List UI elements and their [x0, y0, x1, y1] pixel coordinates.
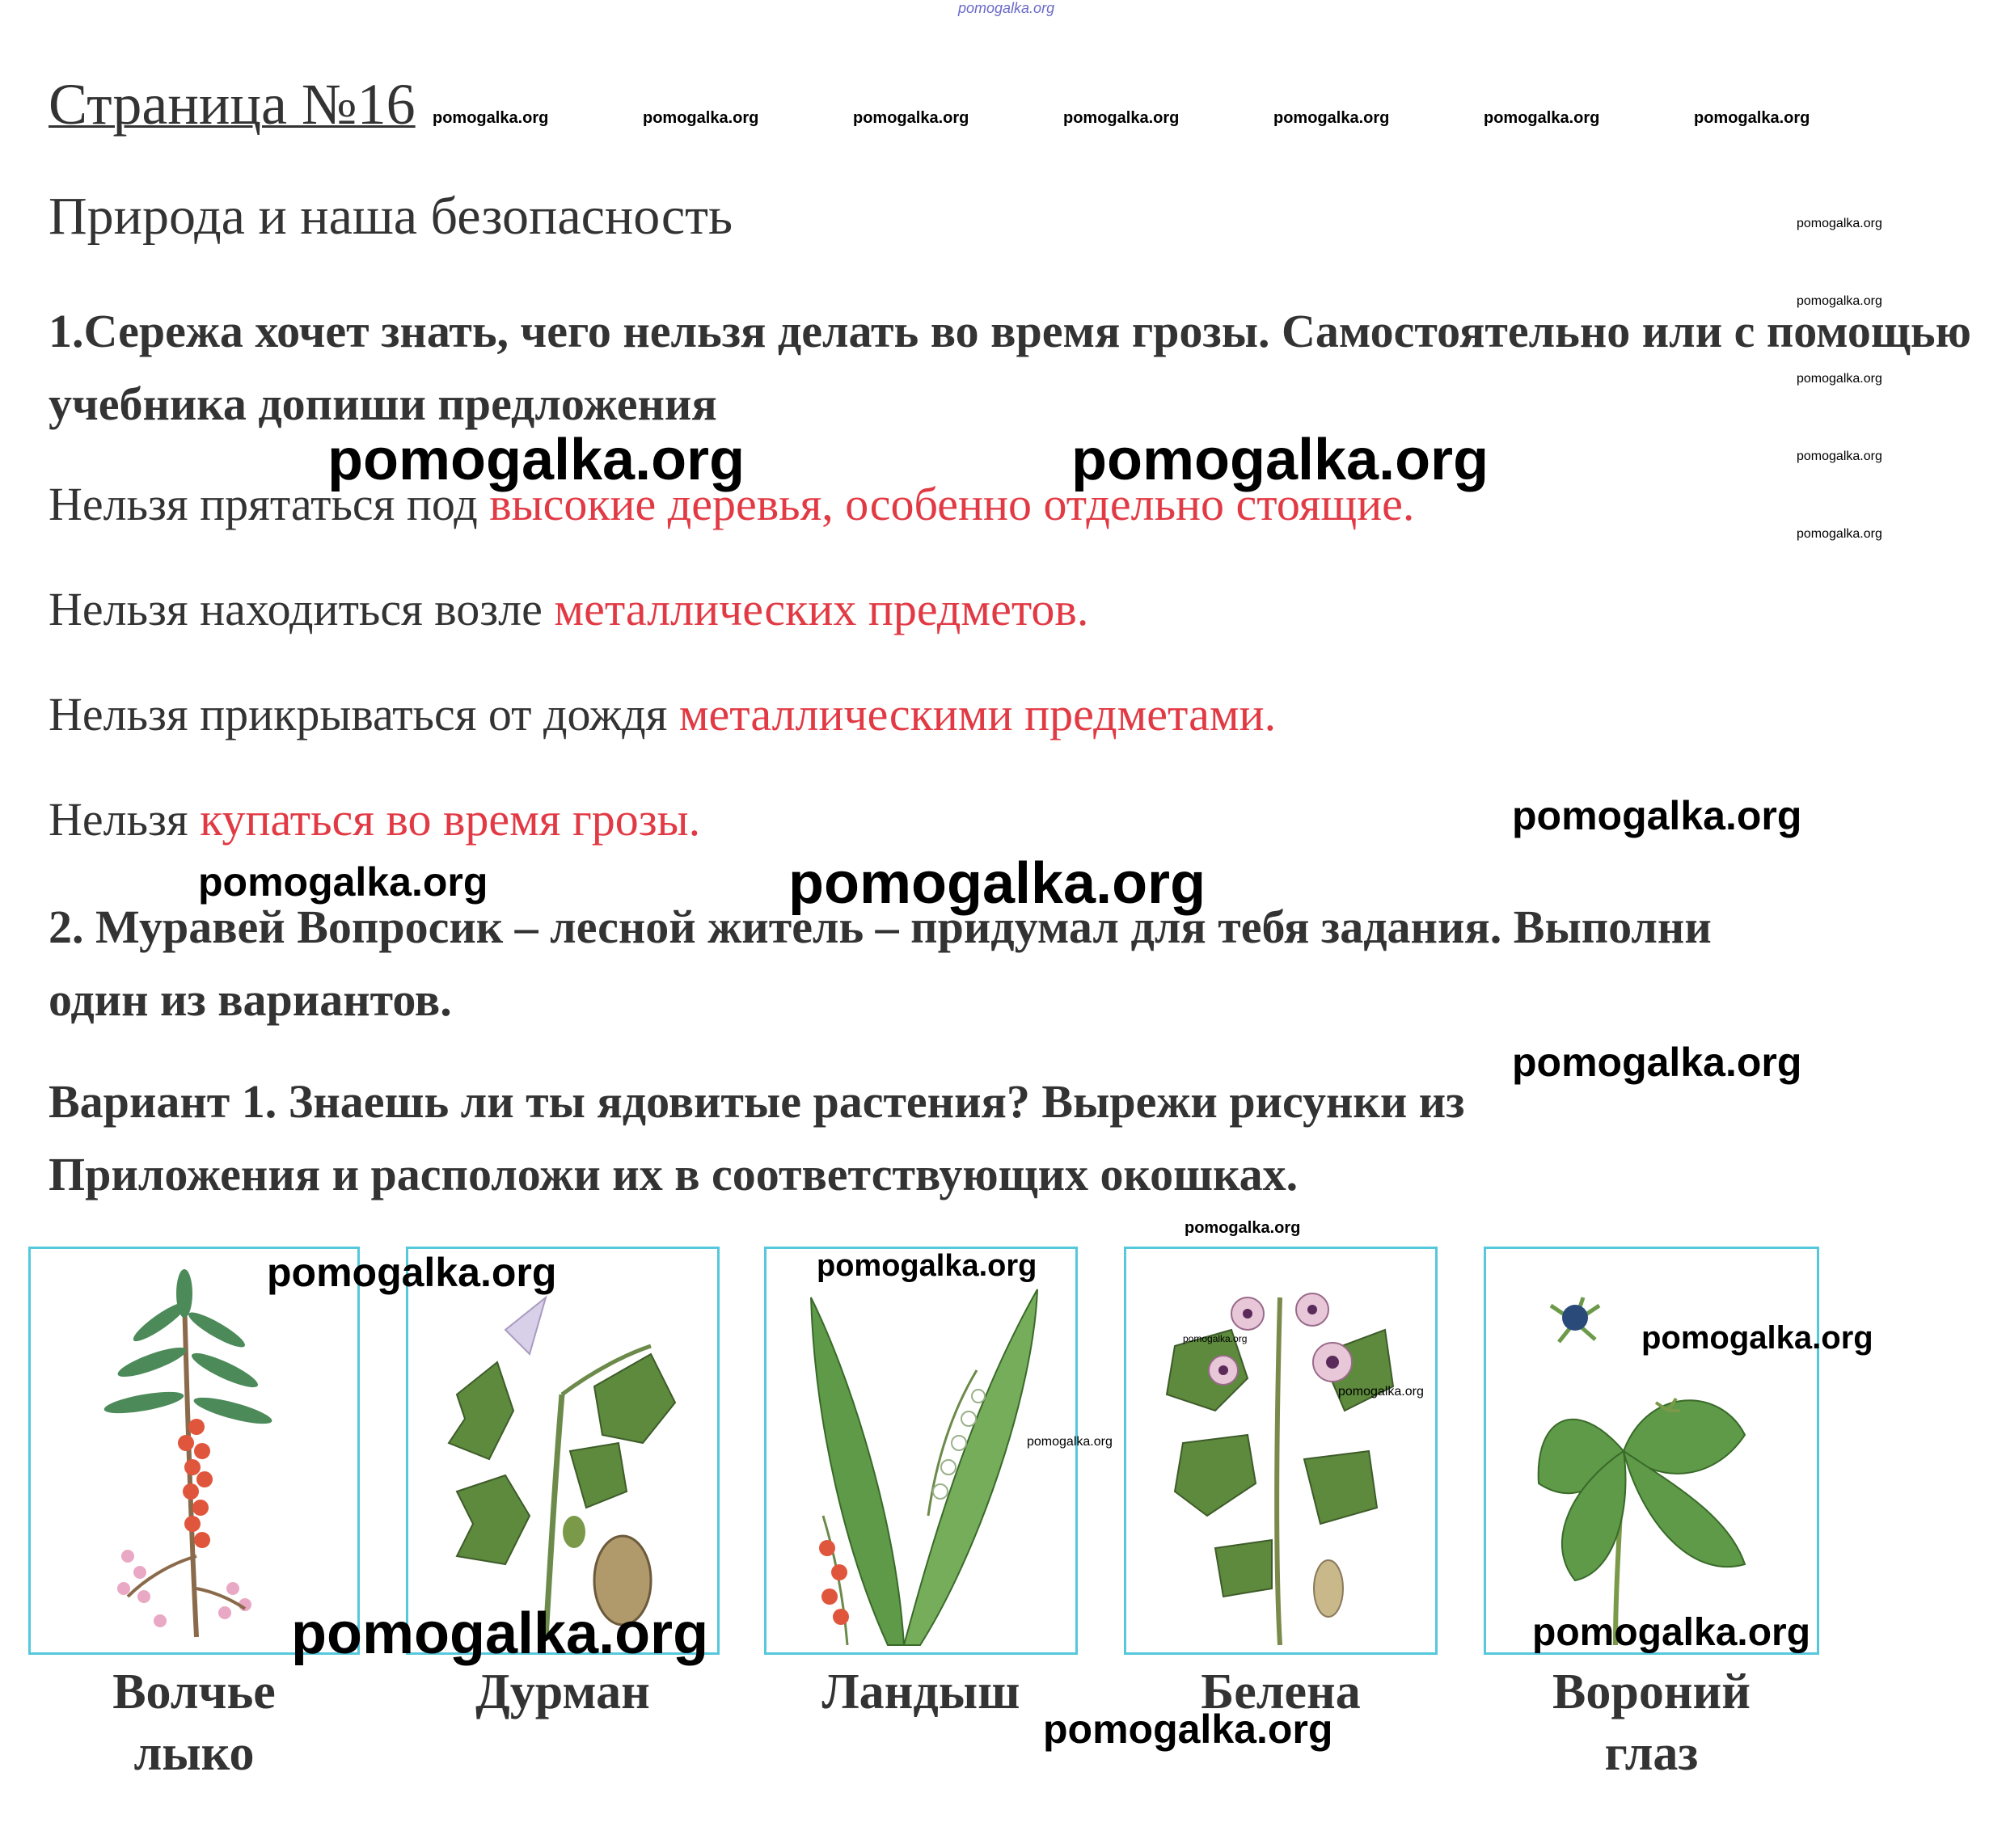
watermark: pomogalka.org [1185, 1219, 1301, 1237]
watermark: pomogalka.org [1797, 294, 1882, 308]
task2-line1: 2. Муравей Вопросик – лесной житель – придумал для тебя задания. Выполни [49, 901, 1712, 953]
watermark: pomogalka.org [1063, 109, 1180, 127]
watermark: pomogalka.org [267, 1250, 557, 1295]
henbane-illustration [1126, 1249, 1435, 1652]
herb-paris-illustration [1486, 1249, 1817, 1652]
sentence-answer: металлических предметов. [554, 583, 1089, 635]
watermark: pomogalka.org [1797, 372, 1882, 386]
daphne-illustration [31, 1249, 357, 1652]
plant-box-belena[interactable] [1124, 1247, 1438, 1655]
sentence-prefix: Нельзя прятаться под [49, 478, 490, 530]
watermark: pomogalka.org [1641, 1320, 1873, 1356]
watermark: pomogalka.org [1512, 1040, 1802, 1085]
plant-label-voroniy-glaz: Вороний глаз [1552, 1664, 1750, 1781]
lily-of-the-valley-illustration [767, 1249, 1075, 1652]
sentence-answer: высокие деревья, особенно отдельно стоящие. [489, 478, 1415, 530]
plant-box-landysh[interactable] [764, 1247, 1078, 1655]
datura-illustration [408, 1249, 717, 1652]
plant-box-volchye-lyko[interactable] [28, 1247, 360, 1655]
plant-label-volchye-lyko: Волчье лыко [112, 1664, 276, 1781]
watermark-top: pomogalka.org [958, 0, 1055, 16]
plant-label-landysh: Ландыш [821, 1664, 1020, 1719]
sentence-answer: металлическими предметами. [678, 688, 1277, 740]
task1-sentence-4 [49, 792, 700, 846]
task1-sentence-3 [49, 687, 1276, 741]
watermark: pomogalka.org [1071, 428, 1489, 492]
watermark: pomogalka.org [1273, 109, 1390, 127]
watermark: pomogalka.org [433, 109, 549, 127]
watermark: pomogalka.org [1027, 1435, 1113, 1449]
plant-box-durman[interactable] [406, 1247, 720, 1655]
watermark: pomogalka.org [788, 851, 1206, 916]
watermark: pomogalka.org [291, 1601, 709, 1666]
plant-label-belena: Белена [1201, 1664, 1361, 1719]
section-title: Природа и наша безопасность [49, 187, 733, 246]
sentence-prefix: Нельзя находиться возле [49, 583, 555, 635]
watermark: pomogalka.org [643, 109, 759, 127]
sentence-prefix: Нельзя [49, 793, 201, 846]
watermark: pomogalka.org [327, 428, 745, 492]
variant1-line2: Приложения и расположи их в соответствующих окошках. [49, 1148, 1299, 1200]
sentence-prefix: Нельзя прикрываться от дождя [49, 688, 679, 740]
watermark: pomogalka.org [853, 109, 969, 127]
watermark: pomogalka.org [1484, 109, 1600, 127]
watermark: pomogalka.org [1797, 449, 1882, 463]
watermark: pomogalka.org [1512, 793, 1802, 838]
task1-sentence-2 [49, 582, 1088, 636]
task1-text: 1.Сережа хочет знать, чего нельзя делать во время грозы. Самостоятельно или с помощью учебника допиши предложения [49, 305, 1971, 430]
watermark: pomogalka.org [198, 859, 488, 905]
watermark: pomogalka.org [817, 1249, 1037, 1283]
watermark: pomogalka.org [1797, 527, 1882, 541]
watermark: pomogalka.org [1043, 1707, 1333, 1752]
variant1-line1: Вариант 1. Знаешь ли ты ядовитые растения? Вырежи рисунки из [49, 1075, 1465, 1128]
watermark: pomogalka.org [1532, 1611, 1811, 1654]
watermark: pomogalka.org [1338, 1385, 1424, 1399]
plant-label-durman: Дурман [475, 1664, 650, 1719]
page-title: Страница №16 [49, 72, 416, 137]
watermark: pomogalka.org [1183, 1333, 1248, 1344]
watermark: pomogalka.org [1694, 109, 1810, 127]
sentence-answer: купаться во время грозы. [200, 793, 701, 846]
plant-box-voroniy-glaz[interactable] [1484, 1247, 1819, 1655]
watermark: pomogalka.org [1797, 217, 1882, 230]
task2-line2: один из вариантов. [49, 973, 452, 1026]
